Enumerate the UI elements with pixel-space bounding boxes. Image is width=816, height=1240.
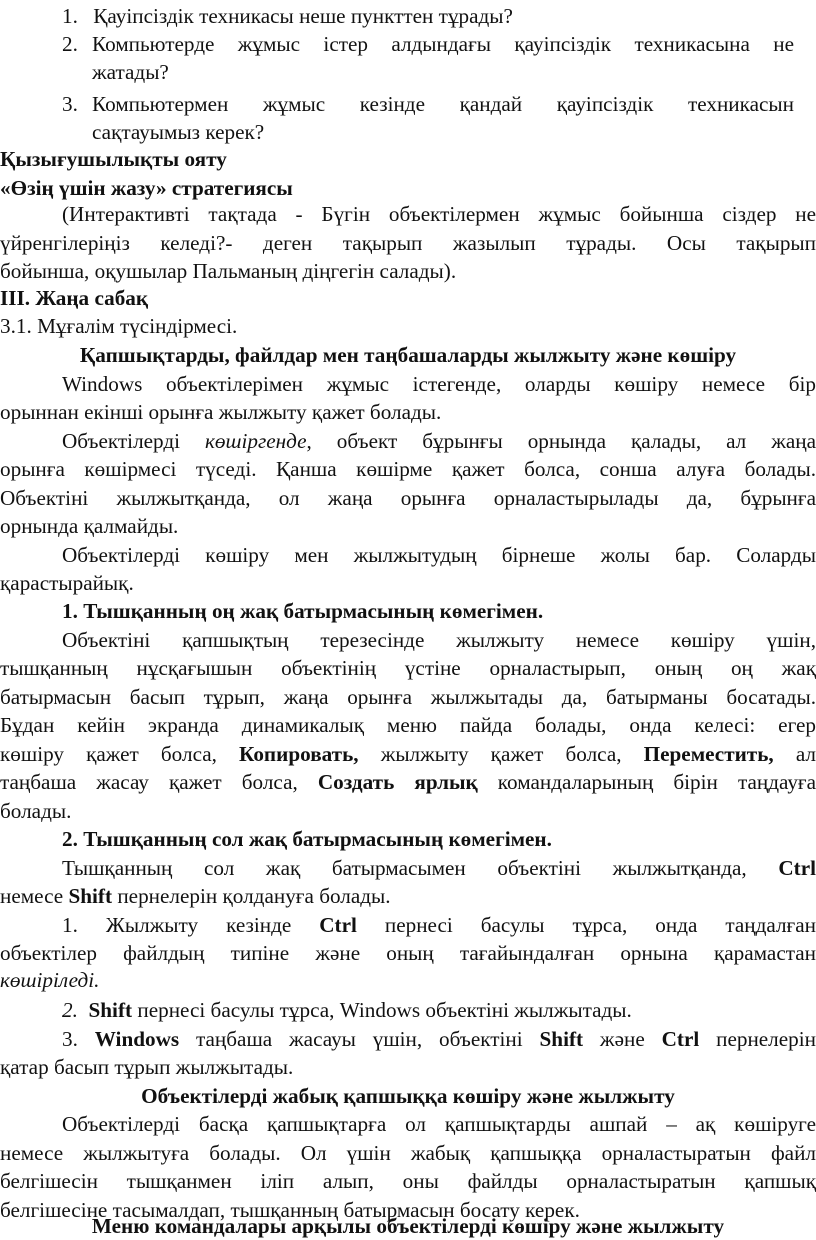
paragraph-line: Объектіні қапшықтың терезесінде жылжыту немесе көшіру үшін, [62, 628, 816, 652]
question-number: 3. [62, 92, 78, 116]
text-run: таңбаша жасауы үшін, объектіні [179, 1027, 540, 1051]
key-ctrl: Ctrl [778, 856, 816, 880]
text-run: жылжыту қажет болса, [358, 742, 644, 766]
key-ctrl: Ctrl [319, 913, 357, 937]
paragraph-line: Объектілерді көшіру мен жылжытудың бірнеше жолы бар. Соларды [62, 543, 816, 567]
text-run: Тышқанның сол жақ батырмасымен объектіні жылжытқанда, [62, 856, 779, 880]
term-windows: Windows [94, 1027, 180, 1051]
key-ctrl: Ctrl [661, 1027, 700, 1051]
paragraph-line [0, 882, 816, 910]
paragraph-line: Объектілерді басқа қапшықтарға ол қапшықтарды ашпай – ақ көшіруге [62, 1112, 816, 1136]
text-run: пернелерін қолдануға болады. [112, 884, 391, 908]
question-3 [0, 90, 816, 118]
text-run: пернесі басулы тұрса, Windows объектіні жылжытады. [132, 998, 632, 1022]
title-menu-commands: Меню командалары арқылы объектілерді көшіру және жылжыту [91, 1214, 725, 1238]
command-copy: Копировать, [239, 742, 359, 766]
section-3-1: 3.1. Мұғалім түсіндірмесі. [0, 314, 238, 338]
paragraph-line: Windows объектілерімен жұмыс істегенде, оларды көшіру немесе бір [62, 372, 816, 396]
text-run: немесе [0, 884, 69, 908]
title-closed-folder: Объектілерді жабық қапшыққа көшіру және жылжыту [141, 1084, 675, 1108]
paragraph-line: батырмасын басып тұрып, жаңа орынға жылжытады да, батырманы босатады. [0, 685, 816, 709]
strategy-para-line: үйренгілеріңіз келеді?- деген тақырып жазылып тұрады. Осы тақырып [0, 231, 816, 255]
paragraph-line: болады. [0, 799, 72, 823]
question-text: Компьютерде жұмыс істер алдындағы қауіпсіздік техникасына не [92, 32, 794, 56]
section-3-heading: III. Жаңа сабақ [0, 286, 149, 310]
question-2 [0, 30, 816, 58]
paragraph-line: Объектіні жылжытқанда, ол жаңа орынға орналастырылады да, бұрынға [0, 486, 816, 510]
title-copy-move: Қапшықтарды, файлдар мен таңбашаларды жылжыту және көшіру [79, 343, 737, 367]
text-run: пернелерін [699, 1027, 816, 1051]
paragraph-line [0, 768, 816, 796]
paragraph-line: объектілер файлдың типіне және оның тағайындалған орнына қарамастан [0, 941, 816, 965]
text-run: командаларының бірін таңдауға [477, 770, 816, 794]
item-number: 3. [62, 1027, 95, 1051]
text-run: 1. Жылжыту кезінде [62, 913, 320, 937]
text-run: және [583, 1027, 662, 1051]
question-text: Қауіпсіздік техникасы неше пункттен тұрады? [93, 4, 513, 28]
paragraph-line [0, 996, 816, 1024]
text-run: таңбаша жасау қажет болса, [0, 770, 318, 794]
key-shift: Shift [539, 1027, 584, 1051]
text-run: көшіру қажет болса, [0, 742, 240, 766]
text-run: ал [773, 742, 816, 766]
text-run: , объект бұрынғы орнында қалады, ал жаңа [306, 429, 816, 453]
paragraph-line: белгішесін тышқанмен іліп алып, оны файлды орналастыратын қапшық [0, 1169, 816, 1193]
italic-term: көшіргенде [205, 429, 307, 453]
paragraph-line: белгішесіне тасымалдап, тышқанның батырмасын босату керек. [0, 1198, 580, 1222]
command-move: Переместить, [643, 742, 774, 766]
heading-interest: Қызығушылықты ояту [0, 147, 227, 171]
question-1 [0, 2, 816, 30]
paragraph-line [0, 1025, 816, 1053]
paragraph-line [0, 911, 816, 939]
paragraph-line: орынға көшірмесі түседі. Қанша көшірме қажет болса, сонша алуға болады. [0, 457, 816, 481]
paragraph-line: немесе жылжытуға болады. Ол үшін жабық қапшыққа орналастыратын файл [0, 1141, 816, 1165]
paragraph-line [0, 427, 816, 455]
paragraph-line: орыннан екінші орынға жылжыту қажет болады. [0, 400, 442, 424]
strategy-para-line: бойынша, оқушылар Пальманың діңгегін салады). [0, 259, 457, 283]
question-number: 1. [62, 4, 78, 28]
paragraph-line [0, 854, 816, 882]
method-1-heading: 1. Тышқанның оң жақ батырмасының көмегімен. [62, 599, 544, 623]
key-shift: Shift [68, 884, 113, 908]
text-run: пернесі басулы тұрса, онда таңдалған [356, 913, 816, 937]
question-number: 2. [62, 32, 78, 56]
heading-strategy: «Өзің үшін жазу» стратегиясы [0, 176, 293, 200]
paragraph-line: қарастырайық. [0, 571, 134, 595]
text-run: Объектілерді [62, 429, 205, 453]
paragraph-line [0, 740, 816, 768]
paragraph-line: орнында қалмайды. [0, 514, 179, 538]
paragraph-line: Бұдан кейін экранда динамикалық меню пайда болады, онда келесі: егер [0, 713, 816, 737]
command-shortcut: Создать ярлық [317, 770, 478, 794]
paragraph-line: тышқанның нұсқағышын объектінің үстіне орналастырып, оның оң жақ [0, 656, 816, 680]
strategy-para-line: (Интерактивті тақтада - Бүгін объектілермен жұмыс бойынша сіздер не [62, 202, 816, 226]
question-2-cont: жатады? [92, 60, 169, 84]
paragraph-line: көшіріледі. [0, 968, 100, 992]
question-text: Компьютермен жұмыс кезінде қандай қауіпсіздік техникасын [92, 92, 794, 116]
question-3-cont: сақтауымыз керек? [92, 120, 265, 144]
method-2-heading: 2. Тышқанның сол жақ батырмасының көмегімен. [62, 827, 552, 851]
paragraph-line: қатар басып тұрып жылжытады. [0, 1055, 294, 1079]
key-shift: Shift [88, 998, 133, 1022]
item-number: 2. [62, 998, 78, 1022]
